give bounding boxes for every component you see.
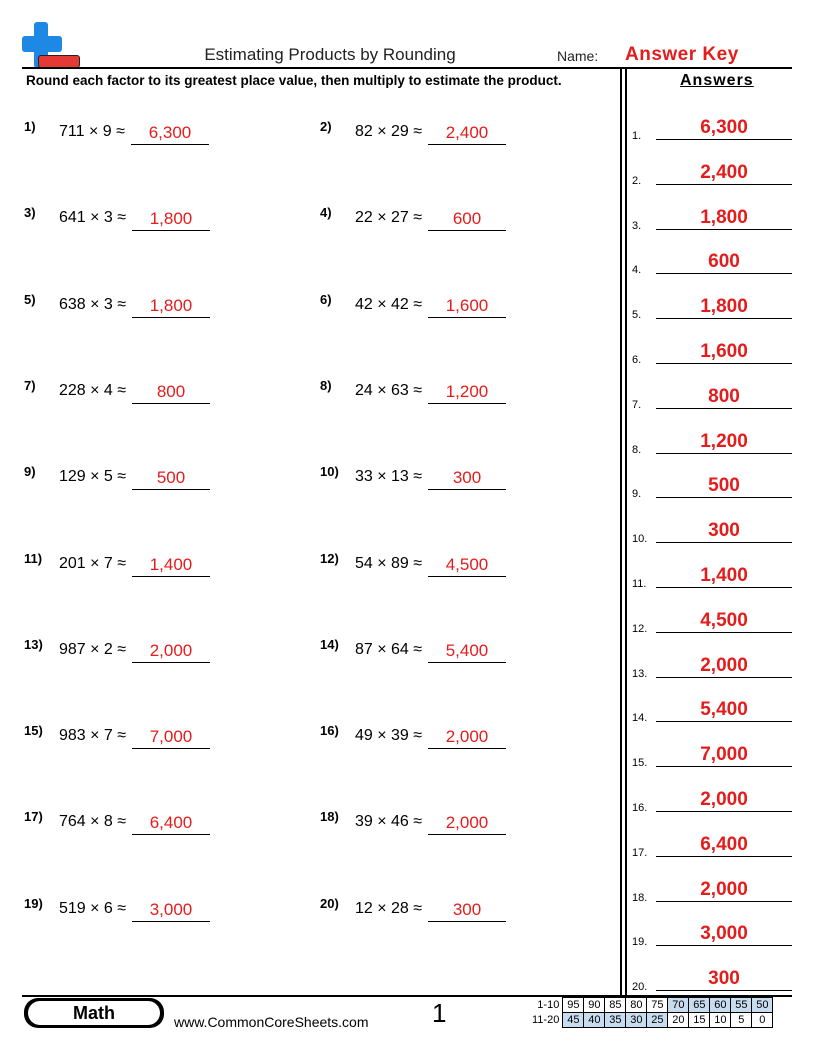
answer-key-row [632,426,792,456]
problem-expression: 82 × 29 ≈ [355,123,423,140]
score-row-label: 11-20 [532,1014,560,1026]
answer-blank[interactable]: 2,400 [428,123,506,145]
answer-key-number: 18. [632,891,648,904]
score-cell: 10 [710,1013,731,1028]
answer-blank[interactable]: 1,400 [132,555,210,577]
answer-blank[interactable]: 5,400 [428,641,506,663]
problem-expression: 22 × 27 ≈ [355,209,423,227]
page-number: 1 [432,998,447,1028]
answer-blank[interactable]: 2,000 [132,641,210,663]
problem-expression: 764 × 8 ≈ [59,813,127,831]
score-cell: 25 [647,1013,668,1028]
answer-key-line [656,318,792,319]
answer-key-row [632,694,792,724]
answer-key-line [656,587,792,588]
answer-key-row [632,918,792,948]
answer-key-line [656,632,792,633]
answer-blank[interactable]: 3,000 [132,900,210,922]
score-cell: 35 [605,1013,626,1028]
score-cell: 40 [584,1013,605,1028]
subject-badge [24,998,164,1028]
answer-key-value: 300 [708,968,740,990]
problem-expression: 987 × 2 ≈ [59,640,127,658]
answer-key-row [632,381,792,411]
score-cell: 45 [563,1013,584,1028]
answer-key-line [656,901,792,902]
problem-number: 11) [24,550,43,566]
answer-key-line [656,408,792,409]
answer-key-value: 300 [708,520,740,542]
answer-key-row [632,291,792,321]
score-row [530,1013,773,1028]
answer-blank[interactable]: 6,400 [132,813,210,835]
answer-key-number: 5. [632,309,642,322]
problem-expression: 39 × 46 ≈ [355,813,423,831]
answer-key-line [656,721,792,722]
answer-key-row [632,829,792,859]
answer-key-line [656,497,792,498]
problem-number: 10) [320,464,339,480]
score-cell: 70 [668,998,689,1013]
answer-key-value: 1,800 [700,206,748,228]
answer-blank[interactable]: 6,300 [131,123,209,145]
problem-expression: 201 × 7 ≈ [59,554,127,572]
problem-expression: 12 × 28 ≈ [355,899,423,917]
answer-key-value: 600 [708,251,740,273]
problem-number: 15) [24,723,43,739]
answer-key-value: 1,400 [700,565,748,586]
answer-key-number: 1. [632,130,642,142]
answer-key-value: 1,600 [700,341,748,362]
answer-blank[interactable]: 600 [428,209,506,231]
website-link[interactable]: www.CommonCoreSheets.com [174,1014,369,1030]
answer-key-line [656,184,792,185]
score-cell: 55 [731,998,752,1013]
score-cell: 65 [689,998,710,1013]
answer-key-value: 4,500 [700,609,748,631]
column-divider [625,69,627,995]
problem-expression: 54 × 89 ≈ [355,554,423,572]
answer-blank[interactable]: 800 [132,382,210,404]
answer-key-row [632,112,792,142]
problem-number: 8) [320,377,332,393]
page-title: Estimating Products by Rounding [204,45,456,64]
score-cell: 60 [710,998,731,1013]
problem-expression: 641 × 3 ≈ [59,209,127,227]
answer-key-number: 16. [632,802,648,814]
problem-number: 19) [24,895,43,911]
answer-key-value: 6,400 [700,833,748,855]
score-row [530,998,773,1013]
score-cell: 50 [752,998,773,1013]
answer-key-row [632,157,792,187]
score-cell: 15 [689,1013,710,1028]
answer-key-line [656,856,792,857]
answer-key-row [632,246,792,276]
problem-expression: 49 × 39 ≈ [355,727,423,745]
answer-key-number: 15. [632,757,648,770]
problem-expression: 33 × 13 ≈ [355,468,423,486]
answer-blank[interactable]: 4,500 [428,555,506,577]
answer-key-row [632,784,792,814]
problem-number: 9) [24,464,36,480]
answer-key-row [632,202,792,232]
answer-key-number: 8. [632,443,642,456]
problem-number: 14) [320,636,339,652]
score-cell: 80 [626,998,647,1013]
answer-blank[interactable]: 7,000 [132,727,210,749]
answer-key-number: 11. [632,578,647,590]
answer-key-value: 2,000 [700,789,748,810]
answer-key-row [632,470,792,500]
answer-key-number: 10. [632,533,648,546]
subject-label: Math [28,1001,160,1025]
score-row-label: 1-10 [537,999,560,1011]
answer-key-line [656,453,792,454]
problem-number: 17) [24,809,43,825]
answer-key-value: 1,200 [700,430,748,452]
answer-key-value: 800 [708,385,740,407]
answer-key-row [632,963,792,993]
answer-key-row [632,650,792,680]
answer-key-number: 3. [632,219,642,232]
answer-key-value: 2,400 [700,161,748,183]
plus-icon-horizontal [22,36,62,52]
problem-expression: 228 × 4 ≈ [59,381,127,399]
answer-blank[interactable]: 1,600 [428,296,506,318]
problem-expression: 638 × 3 ≈ [59,295,127,313]
problem-expression: 87 × 64 ≈ [355,640,423,658]
score-cell: 85 [605,998,626,1013]
answer-blank[interactable]: 1,200 [428,382,506,404]
answer-key-line [656,542,792,543]
problem-expression: 42 × 42 ≈ [355,295,423,313]
problem-number: 20) [320,895,339,911]
answer-key-number: 19. [632,936,648,949]
answer-key-number: 20. [632,981,648,994]
score-cell: 20 [668,1013,689,1028]
answer-key-value: 6,300 [700,117,748,138]
answer-key-value: 5,400 [700,699,748,721]
answer-key-label: Answer Key [625,44,739,65]
problem-number: 16) [320,723,339,739]
answer-key-number: 17. [632,846,648,859]
score-cell: 90 [584,998,605,1013]
problem-number: 5) [24,291,36,307]
answer-key-value: 2,000 [700,878,748,900]
answer-key-line [656,945,792,946]
answer-key-number: 4. [632,264,642,277]
problem-number: 12) [320,550,339,566]
problem-expression: 519 × 6 ≈ [59,899,127,917]
name-label: Name: [557,48,599,64]
answer-key-line [656,229,792,230]
problem-expression: 24 × 63 ≈ [355,381,423,399]
answer-key-number: 14. [632,712,648,725]
answer-blank[interactable]: 2,000 [428,813,506,835]
problem-number: 7) [24,377,36,393]
problem-number: 3) [24,205,36,221]
problem-number: 2) [320,119,332,134]
answer-blank[interactable]: 1,800 [132,209,210,231]
problem-number: 4) [320,205,332,221]
answer-key-value: 7,000 [700,744,748,766]
answer-key-value: 1,800 [700,296,748,318]
problem-expression: 711 × 9 ≈ [59,123,125,140]
answer-key-number: 13. [632,667,648,680]
answer-key-line [656,273,792,274]
problem-number: 6) [320,291,332,307]
answer-key-row [632,605,792,635]
answer-key-row [632,515,792,545]
answer-key-value: 500 [708,475,740,497]
answer-key-row [632,336,792,366]
answers-header: Answers [680,72,754,89]
answer-key-row [632,560,792,590]
answer-key-row [632,739,792,769]
answer-key-value: 3,000 [700,923,748,945]
answer-key-line [656,811,792,812]
answer-key-line [656,766,792,767]
problem-number: 18) [320,809,339,825]
answer-key-number: 9. [632,488,642,501]
answer-blank[interactable]: 300 [428,468,506,490]
score-cell: 5 [731,1013,752,1028]
problem-expression: 129 × 5 ≈ [59,468,127,486]
score-table [530,997,773,1028]
answer-key-number: 12. [632,622,648,635]
answer-blank[interactable]: 500 [132,468,210,490]
answer-key-line [656,363,792,364]
instructions: Round each factor to its greatest place value, then multiply to estimate the product. [26,73,562,88]
answer-blank[interactable]: 1,800 [132,296,210,318]
answer-key-value: 2,000 [700,654,748,676]
score-cell: 0 [752,1013,773,1028]
score-cell: 30 [626,1013,647,1028]
column-divider [620,69,622,995]
header-divider [22,67,792,69]
answer-key-number: 6. [632,354,642,366]
answer-key-line [656,677,792,678]
answer-key-line [656,990,792,991]
problem-number: 1) [24,119,36,134]
problem-expression: 983 × 7 ≈ [59,727,127,745]
answer-key-number: 7. [632,398,642,411]
answer-key-number: 2. [632,174,642,187]
answer-key-row [632,874,792,904]
problem-number: 13) [24,636,43,652]
answer-blank[interactable]: 2,000 [428,727,506,749]
answer-key-line [656,139,792,140]
score-cell: 75 [647,998,668,1013]
answer-blank[interactable]: 300 [428,900,506,922]
score-cell: 95 [563,998,584,1013]
